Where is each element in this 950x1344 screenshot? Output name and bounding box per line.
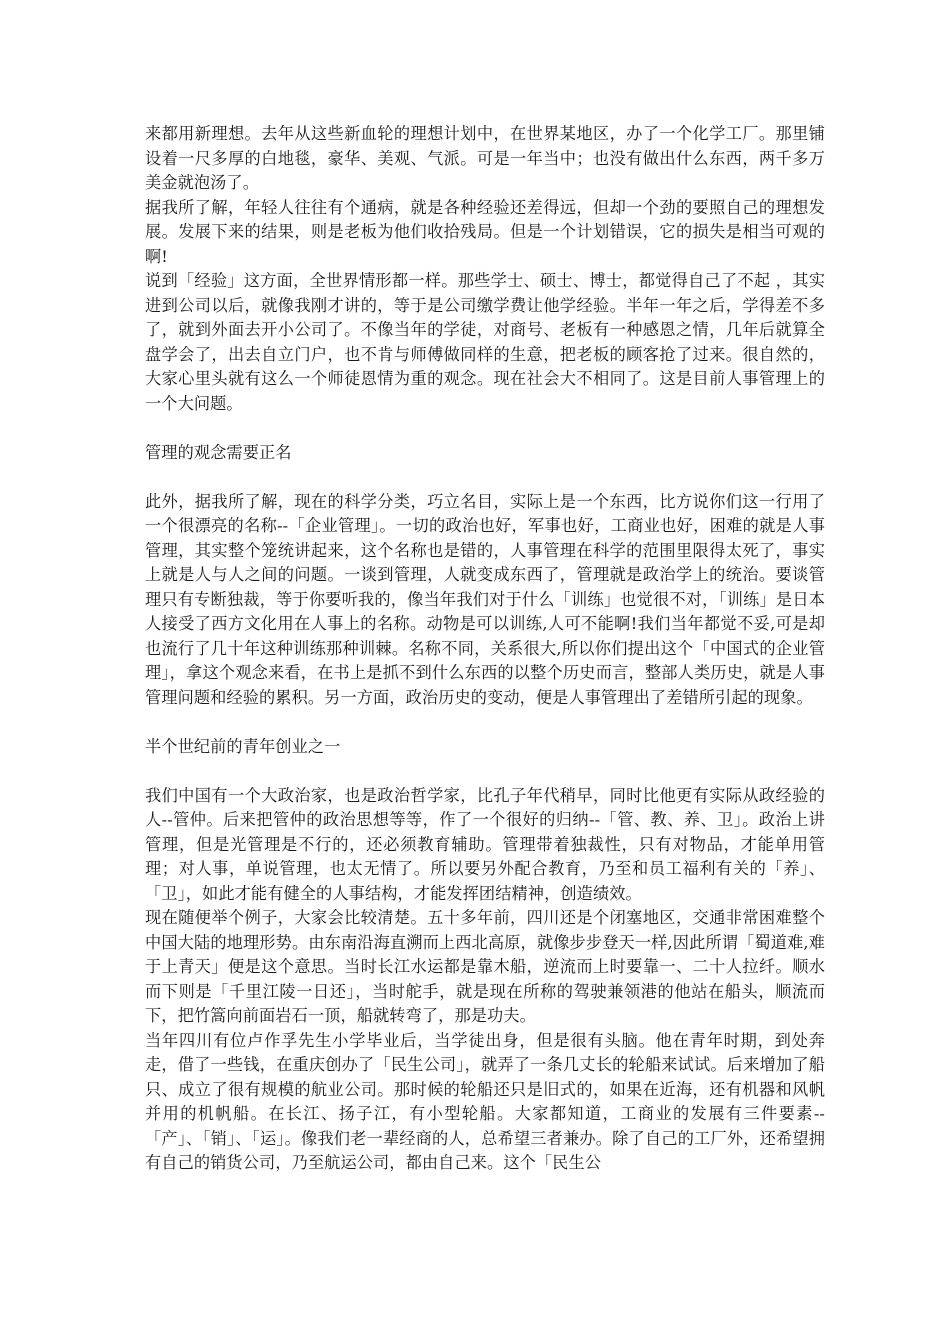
section-heading: 管理的观念需要正名 bbox=[145, 442, 292, 462]
body-paragraph: 来都用新理想。去年从这些新血轮的理想计划中，在世界某地区，办了一个化学工厂。那里铺设着一尺多厚的白地毯，豪华、美观、气派。可是一年当中；也没有做出什么东西，两千多万美金就泡汤了。 bbox=[145, 124, 825, 192]
paragraph-gap bbox=[145, 710, 825, 735]
body-paragraph: 此外，据我所了解，现在的科学分类，巧立名目，实际上是一个东西，比方说你们这一行用了一个很漂亮的名称--「企业管理」。一切的政治也好，军事也好，工商业也好，困难的就是人事管理，其实整个笼统讲起来，这个名称也是错的，人事管理在科学的范围里限得太死了，事实上就是人与人之间的问题。一谈到管理，人就变成东西了，管理就是政治学上的统治。要谈管理只有专断独裁，等于你要听我的，像当年我们对于什么「训练」也觉很不对，「训练」是日本人接受了西方文化用在人事上的名称。动物是可以训练,人可不能啊!我们当年都觉不妥,可是却也流行了几十年这种训练那种训棘。名称不同，关系很大,所以你们提出这个「中国式的企业管理」，拿这个观念来看，在书上是抓不到什么东西的以整个历史而言，整部人类历史，就是人事管理问题和经验的累积。另一方面，政治历史的变动，便是人事管理出了差错所引起的现象。 bbox=[145, 491, 825, 707]
body-paragraph: 说到「经验」这方面，全世界情形都一样。那些学士、硕士、博士，都觉得自己了不起 ，其实进到公司以后，就像我刚才讲的，等于是公司缴学费让他学经验。半年一年之后，学得差不多了，就到外面去开小公司了。不像当年的学徒，对商号、老板有一种感恩之情，几年后就算全盘学会了，出去自立门户，也不肯与师傅做同样的生意，把老板的顾客抢了过来。很自然的，大家心里头就有这么一个师徒恩情为重的观念。现在社会大不相同了。这是目前人事管理上的一个大问题。 bbox=[145, 271, 825, 413]
paragraph-gap bbox=[145, 465, 825, 490]
section-heading: 半个世纪前的青年创业之一 bbox=[145, 736, 341, 756]
body-paragraph: 据我所了解，年轻人往往有个通病，就是各种经验还差得远，但却一个劲的要照自己的理想发展。发展下来的结果，则是老板为他们收拾残局。但是一个计划错误，它的损失是相当可观的啊! bbox=[145, 197, 825, 266]
body-paragraph: 现在随便举个例子，大家会比较清楚。五十多年前，四川还是个闭塞地区，交通非常困难整个中国大陆的地理形势。由东南沿海直溯而上西北高原，就像步步登天一样,因此所谓「蜀道难,难于上青天」便是这个意思。当时长江水运都是靠木船，逆流而上时要靠一、二十人拉纤。顺水而下则是「千里江陵一日还」，当时舵手，就是现在所称的驾驶兼领港的他站在船头，顺流而下，把竹篙向前面岩石一顶，船就转弯了，那是功夫。 bbox=[145, 908, 825, 1025]
body-paragraph: 我们中国有一个大政治家，也是政治哲学家，比孔子年代稍早，同时比他更有实际从政经验的人--管仲。后来把管仲的政治思想等等，作了一个很好的归纳--「管、教、养、卫」。政治上讲管理，但是光管理是不行的，还必须教育辅助。管理带着独裁性，只有对物品，才能单用管理；对人事，单说管理，也太无情了。所以要另外配合教育，乃至和员工福利有关的「养」、「卫」，如此才能有健全的人事结构，才能发挥团结精神，创造绩效。 bbox=[145, 785, 825, 903]
body-paragraph: 当年四川有位卢作孚先生小学毕业后，当学徒出身，但是很有头脑。他在青年时期，到处奔走，借了一些钱，在重庆创办了「民生公司」，就弄了一条几丈长的轮船来试试。后来增加了船只、成立了很有规模的航业公司。那时候的轮船还只是旧式的，如果在近海，还有机器和风帆并用的机帆船。在长江、扬子江，有小型轮船。大家都知道，工商业的发展有三件要素--「产」、「销」、「运」。像我们老一辈经商的人，总希望三者兼办。除了自己的工厂外，还希望拥有自己的销货公司，乃至航运公司，都由自己来。这个「民生公 bbox=[145, 1030, 825, 1172]
paragraph-gap bbox=[145, 759, 825, 784]
paragraph-gap bbox=[145, 416, 825, 441]
document-body bbox=[145, 122, 825, 1176]
